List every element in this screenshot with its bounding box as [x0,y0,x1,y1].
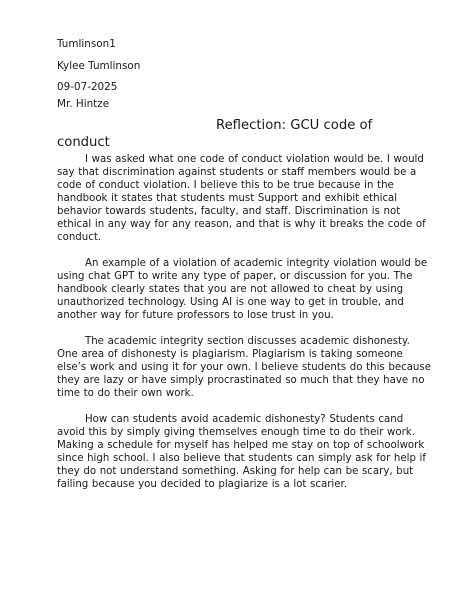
title-line-1: Reflection: GCU code of [216,118,373,133]
document-body [57,153,433,504]
instructor-name: Mr. Hintze [57,98,110,110]
body-paragraph: How can students avoid academic dishonesty? Students cand avoid this by simply giving themselves enough time to do their work. Making a schedule for myself has helped me stay on top of schoolwork since high school. I also believe that students can simply ask for help if they do not understand something. Asking for help can be scary, but failing because you decided to plagiarize is a lot scarier. [57,414,426,490]
document-date: 09-07-2025 [57,81,118,93]
student-name: Kylee Tumlinson [57,60,141,72]
document-title [57,118,427,151]
running-header: Tumlinson1 [57,38,116,50]
body-paragraph: An example of a violation of academic integrity violation would be using chat GPT to write any type of paper, or discussion for you. The handbook clearly states that you are not allowed to cheat by using unauthorized technology. Using AI is one way to get in trouble, and another way for future professors to lose trust in you. [57,258,428,321]
body-paragraph: The academic integrity section discusses academic dishonesty. One area of dishonesty is plagiarism. Plagiarism is taking someone else’s work and using it for your own. I believe students do this because they are lazy or have simply procrastinated so much that they have no time to do their own work. [57,336,431,399]
title-line-2: conduct [57,134,110,150]
body-paragraph: I was asked what one code of conduct violation would be. I would say that discrimination against students or staff members would be a code of conduct violation. I believe this to be true because in the handbook it states that students must Support and exhibit ethical behavior towards students, faculty, and staff. Discrimination is not ethical in any way for any reason, and that is why it breaks the code of conduct. [57,154,426,243]
